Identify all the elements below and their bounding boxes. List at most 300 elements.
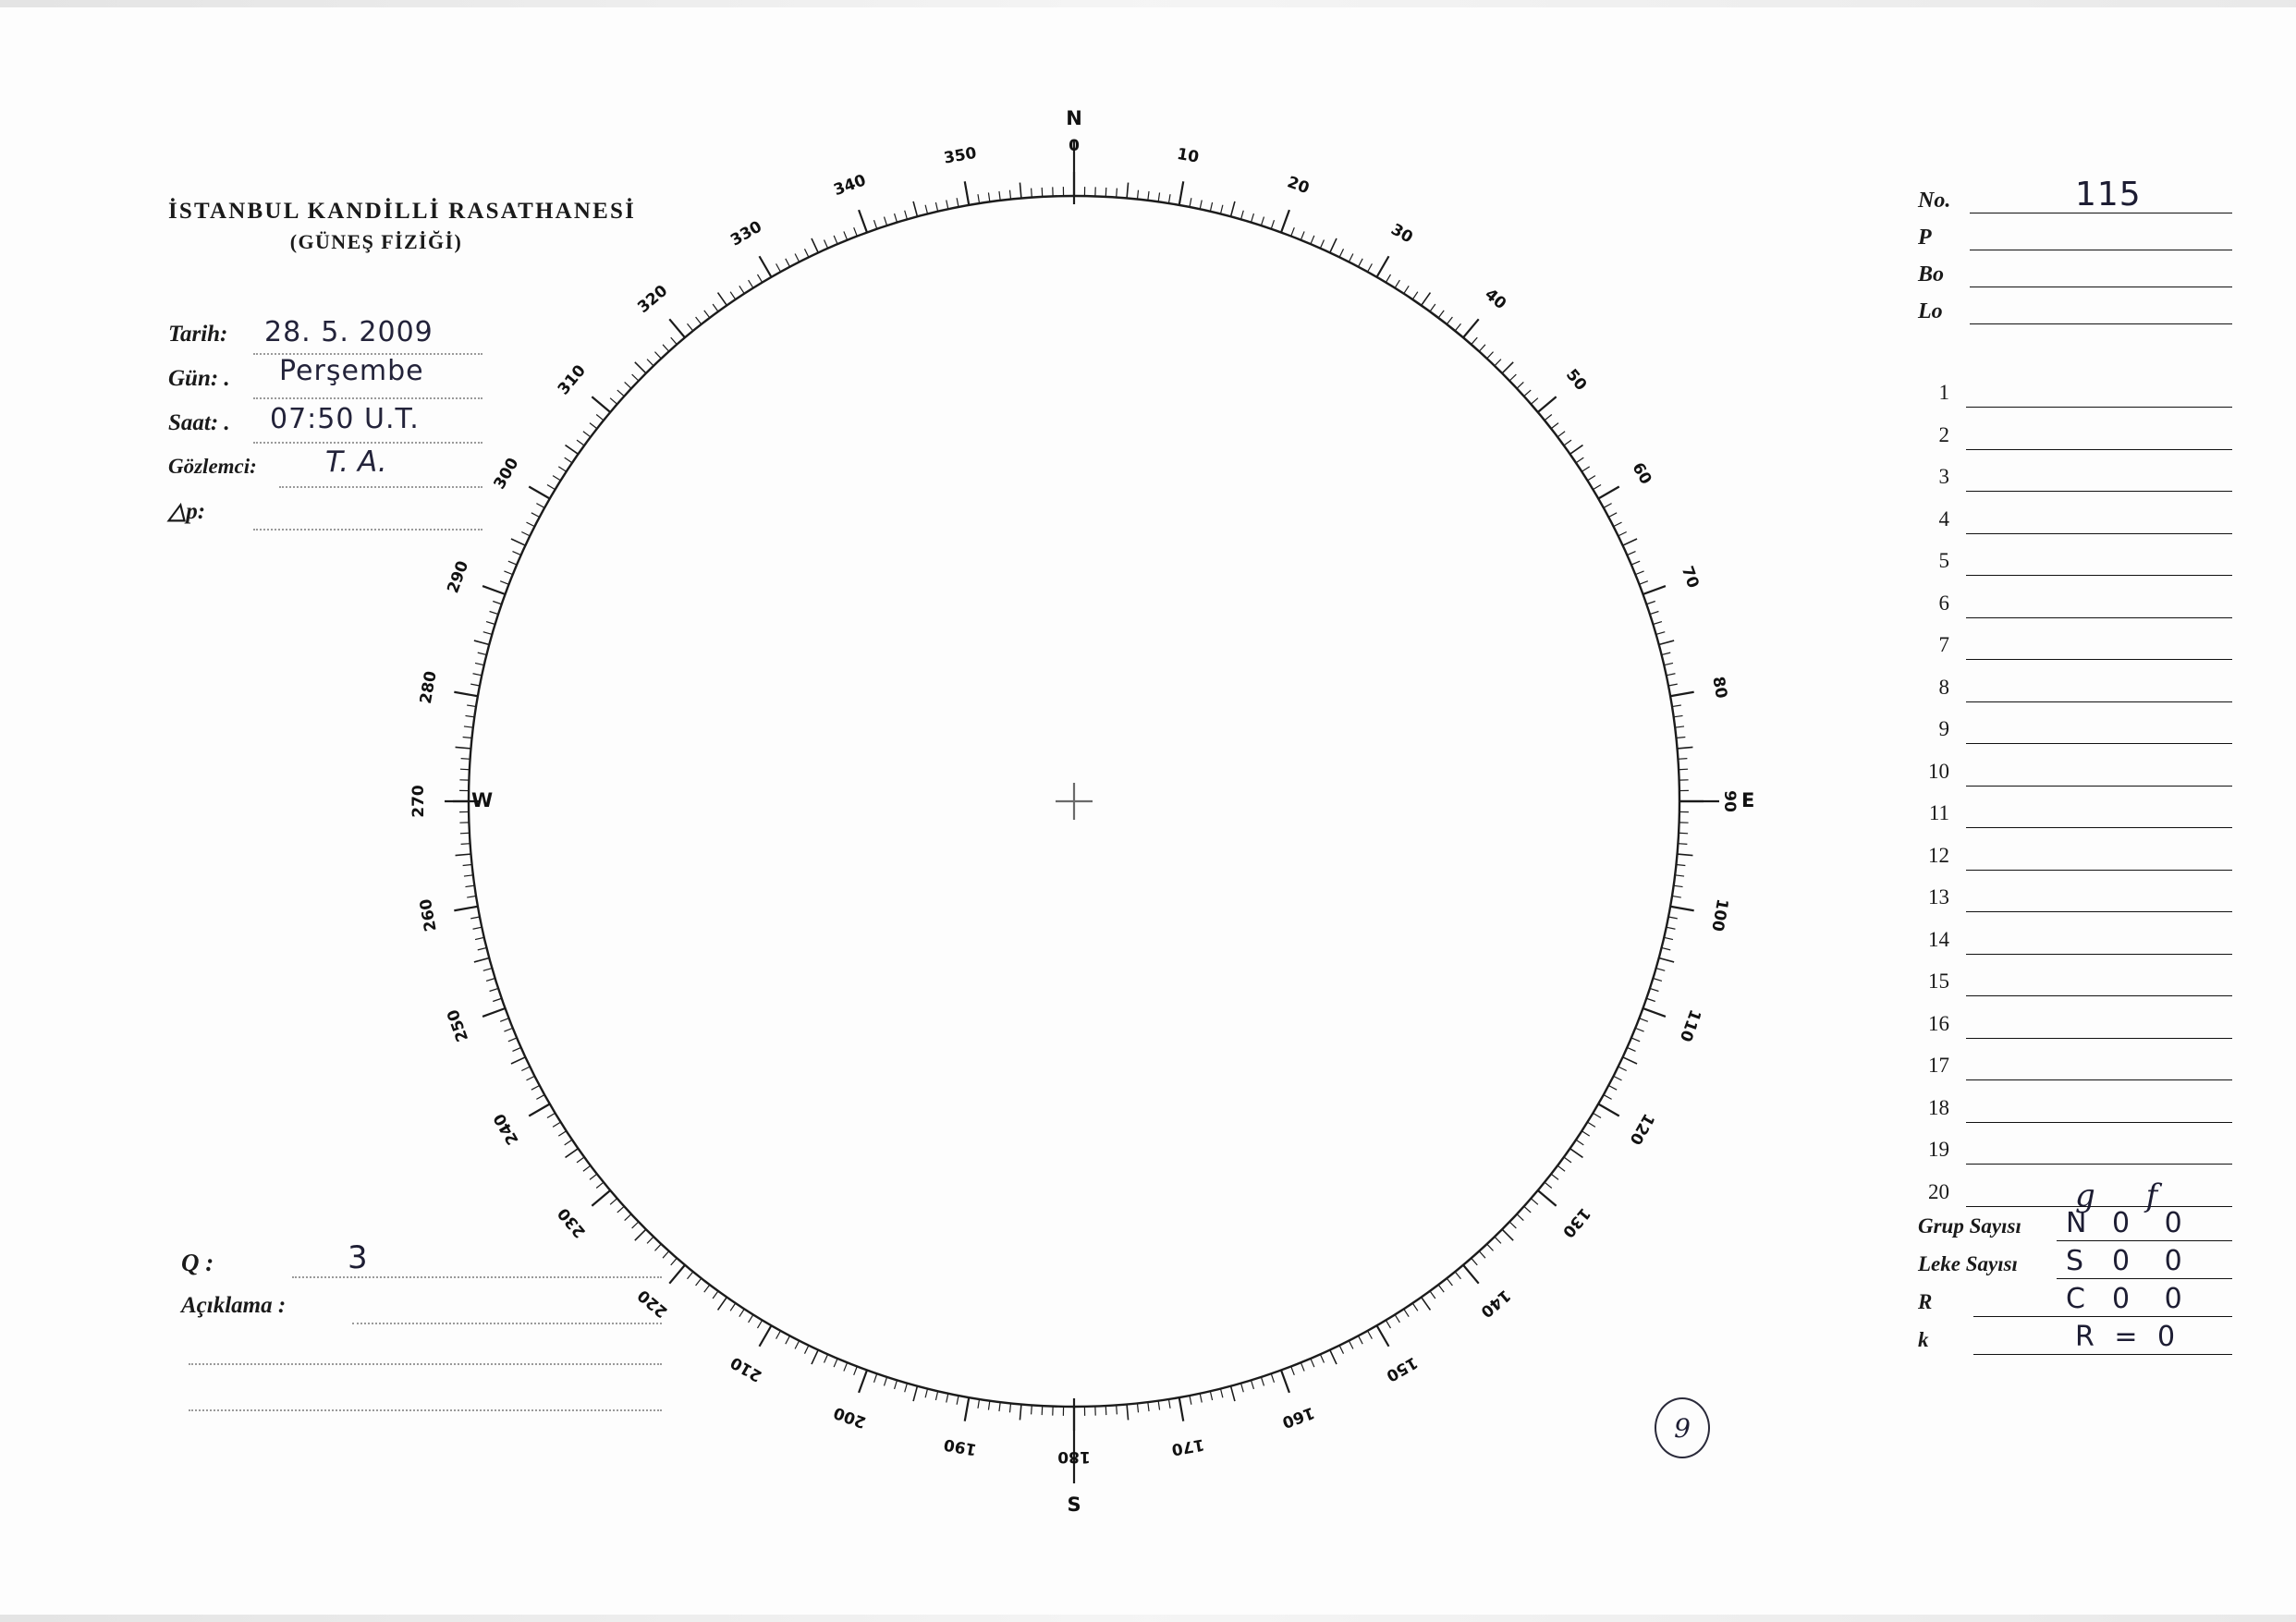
row-k <box>1918 1321 2232 1362</box>
limb-tick <box>1368 263 1373 272</box>
time-value[interactable]: 07:50 U.T. <box>270 403 420 435</box>
limb-degree-label: 180 <box>1057 1447 1091 1466</box>
limb-tick <box>1487 352 1494 359</box>
limb-tick <box>760 256 772 277</box>
limb-tick <box>1231 201 1235 216</box>
limb-tick <box>1042 1406 1043 1415</box>
limb-tick <box>536 504 544 508</box>
limb-tick <box>1659 640 1674 644</box>
limb-tick <box>1252 213 1254 223</box>
identification-block <box>1918 176 2232 333</box>
limb-tick <box>592 1190 610 1206</box>
limb-tick <box>1430 304 1435 311</box>
limb-tick <box>1631 1038 1640 1042</box>
limb-tick <box>596 1182 604 1188</box>
limb-tick <box>795 1341 800 1349</box>
limb-tick <box>1678 759 1687 760</box>
limb-tick <box>1447 317 1452 324</box>
limb-tick <box>583 432 591 437</box>
p-label: P <box>1918 226 1932 250</box>
cardinal-label-s: S <box>1067 1494 1081 1516</box>
spot-row-number: 7 <box>1938 633 1949 656</box>
limb-tick <box>1598 487 1619 499</box>
limb-tick <box>1231 1386 1235 1401</box>
limb-degree-label: 250 <box>444 1006 473 1044</box>
spot-row <box>1918 590 2232 632</box>
cardinal-label-e: E <box>1741 789 1755 811</box>
limb-tick <box>824 239 828 248</box>
limb-tick <box>895 213 898 223</box>
limb-tick <box>1668 684 1678 686</box>
limb-tick <box>663 1251 669 1258</box>
limb-tick <box>812 1350 818 1364</box>
spot-row <box>1918 926 2232 969</box>
limb-tick <box>1608 1086 1617 1091</box>
observer-label: Gözlemci: <box>168 455 257 478</box>
limb-tick <box>1631 561 1640 565</box>
limb-tick <box>486 979 495 982</box>
r-value[interactable]: 0 0 <box>2112 1283 2195 1315</box>
limb-tick <box>474 640 489 644</box>
limb-tick <box>566 1149 579 1158</box>
limb-tick <box>786 259 790 267</box>
limb-tick <box>565 457 572 463</box>
spot-row <box>1918 674 2232 716</box>
limb-tick <box>1479 1251 1485 1258</box>
limb-tick <box>1105 1406 1106 1415</box>
limb-tick <box>1349 253 1353 262</box>
limb-tick <box>1404 1309 1409 1316</box>
limb-tick <box>632 1222 639 1228</box>
spot-row <box>1918 421 2232 464</box>
limb-tick <box>1674 715 1683 716</box>
limb-tick <box>1509 374 1516 381</box>
limb-degree-label: 50 <box>1561 365 1591 395</box>
limb-tick <box>482 586 505 594</box>
limb-tick <box>565 1140 572 1145</box>
limb-tick <box>1531 1199 1538 1205</box>
limb-tick <box>590 1174 597 1179</box>
limb-tick <box>1386 1320 1390 1328</box>
limb-tick <box>1339 1346 1343 1354</box>
limb-tick <box>874 220 877 228</box>
limb-tick <box>758 274 763 283</box>
limb-tick <box>490 612 499 615</box>
limb-tick <box>758 1320 763 1328</box>
limb-tick <box>739 1309 744 1316</box>
spot-row <box>1918 884 2232 926</box>
spot-row <box>1918 1052 2232 1094</box>
limb-tick <box>617 390 624 396</box>
limb-tick <box>500 581 508 585</box>
note-dots <box>352 1323 662 1324</box>
limb-tick <box>730 1303 736 1311</box>
spot-row-entry-line[interactable] <box>1966 911 2232 912</box>
limb-tick <box>795 253 800 262</box>
spot-row-entry-line[interactable] <box>1966 701 2232 702</box>
spot-row-entry-line[interactable] <box>1966 407 2232 408</box>
limb-tick <box>1538 396 1557 412</box>
spot-row-entry-line[interactable] <box>1966 575 2232 576</box>
spot-row <box>1918 758 2232 800</box>
limb-tick <box>526 1076 534 1080</box>
observer-value[interactable]: T. A. <box>325 445 387 479</box>
limb-tick <box>1210 202 1212 212</box>
limb-tick <box>854 227 858 236</box>
spot-row-entry-line[interactable] <box>1966 870 2232 871</box>
spot-count-prefix: S <box>2066 1245 2097 1277</box>
limb-tick <box>1179 181 1184 205</box>
limb-tick <box>482 1008 505 1017</box>
limb-tick <box>1623 1057 1637 1064</box>
limb-tick <box>483 969 493 971</box>
limb-tick <box>859 210 867 232</box>
limb-tick <box>1455 1272 1460 1279</box>
limb-tick <box>1662 947 1671 949</box>
limb-degree-label: 140 <box>1476 1286 1514 1322</box>
limb-tick <box>1674 885 1683 886</box>
limb-tick <box>1281 1371 1289 1393</box>
limb-tick <box>1627 552 1635 555</box>
date-label: Tarih: <box>168 322 228 347</box>
limb-degree-label: 40 <box>1481 285 1510 314</box>
spot-row <box>1918 547 2232 590</box>
limb-tick <box>713 304 718 311</box>
limb-tick <box>596 415 604 421</box>
limb-tick <box>536 1095 544 1100</box>
limb-tick <box>1386 274 1390 283</box>
limb-degree-label: 110 <box>1675 1006 1704 1044</box>
limb-tick <box>1538 1190 1557 1206</box>
limb-tick <box>1395 280 1399 287</box>
limb-tick <box>1422 293 1431 306</box>
limb-degree-label: 80 <box>1708 675 1731 701</box>
limb-tick <box>1502 362 1513 373</box>
limb-tick <box>965 1397 970 1421</box>
page-number-circle: 9 <box>1655 1397 1710 1458</box>
spot-row <box>1918 1010 2232 1053</box>
limb-tick <box>946 201 948 210</box>
spot-row-number: 8 <box>1938 675 1949 699</box>
limb-tick <box>1210 1391 1212 1400</box>
spot-row <box>1918 1094 2232 1137</box>
limb-tick <box>749 1314 753 1322</box>
limb-tick <box>1627 1047 1635 1051</box>
limb-tick <box>1412 292 1418 299</box>
limb-tick <box>663 345 669 351</box>
limb-degree-label: 20 <box>1284 173 1313 199</box>
limb-tick <box>1643 586 1666 594</box>
limb-tick <box>1463 1265 1479 1284</box>
limb-tick <box>577 1157 584 1163</box>
spot-row <box>1918 842 2232 884</box>
limb-tick <box>1127 183 1128 199</box>
limb-tick <box>1576 1140 1583 1145</box>
limb-tick <box>461 759 470 760</box>
limb-tick <box>454 692 478 697</box>
limb-tick <box>776 263 781 272</box>
spot-row-entry-line[interactable] <box>1966 1122 2232 1123</box>
row-p <box>1918 222 2232 259</box>
limb-tick <box>1545 415 1552 421</box>
limb-tick <box>547 485 556 490</box>
limb-tick <box>1650 612 1659 615</box>
limb-tick <box>504 571 512 575</box>
limb-tick <box>1495 1237 1501 1243</box>
limb-tick <box>1190 1396 1191 1405</box>
limb-degree-label: 190 <box>942 1434 979 1459</box>
limb-tick <box>1670 907 1694 911</box>
limb-tick <box>925 1389 927 1398</box>
row-no <box>1918 176 2232 222</box>
limb-tick <box>1653 979 1662 982</box>
note-label: Açıklama : <box>181 1293 287 1318</box>
limb-tick <box>625 1214 631 1221</box>
limb-tick <box>529 1104 550 1116</box>
limb-tick <box>1676 864 1685 865</box>
limb-tick <box>1564 440 1571 445</box>
spot-row-number: 9 <box>1938 717 1949 740</box>
limb-tick <box>925 205 927 214</box>
page-edge-top <box>0 0 2296 7</box>
spot-row-number: 19 <box>1928 1138 1949 1161</box>
k-value[interactable]: R = 0 <box>2075 1321 2181 1353</box>
limb-tick <box>854 1367 858 1375</box>
spot-row-entry-line[interactable] <box>1966 1164 2232 1165</box>
page-edge-bottom <box>0 1615 2296 1622</box>
limb-degree-label: 280 <box>416 669 441 706</box>
limb-tick <box>1668 917 1678 919</box>
limb-degree-label: 350 <box>942 143 979 168</box>
limb-tick <box>1320 1354 1324 1362</box>
spot-row <box>1918 715 2232 758</box>
r-line <box>1973 1316 2232 1317</box>
spot-row-entry-line[interactable] <box>1966 827 2232 828</box>
limb-tick <box>1570 445 1583 455</box>
limb-tick <box>760 1325 772 1347</box>
limb-tick <box>1662 652 1671 654</box>
spot-row-number: 5 <box>1938 549 1949 572</box>
limb-tick <box>1349 1341 1353 1349</box>
spot-row-entry-line[interactable] <box>1966 533 2232 534</box>
limb-tick <box>529 487 550 499</box>
limb-tick <box>1455 323 1460 331</box>
limb-tick <box>1148 1402 1149 1411</box>
spot-row <box>1918 968 2232 1010</box>
limb-tick <box>1463 319 1479 337</box>
limb-tick <box>786 1335 790 1344</box>
limb-tick <box>1137 1403 1138 1412</box>
limb-tick <box>654 352 661 359</box>
limb-tick <box>531 1086 540 1091</box>
limb-tick <box>454 907 478 911</box>
limb-tick <box>671 337 678 345</box>
limb-tick <box>1330 1350 1337 1364</box>
limb-tick <box>508 1038 517 1042</box>
limb-tick <box>696 317 702 324</box>
spot-row-entry-line[interactable] <box>1966 1038 2232 1039</box>
no-value[interactable]: 115 <box>2075 176 2142 213</box>
limb-tick <box>718 293 727 306</box>
r-prefix: C <box>2066 1283 2098 1315</box>
limb-tick <box>874 1373 877 1382</box>
limb-tick <box>456 854 471 855</box>
spot-row-number: 4 <box>1938 506 1949 531</box>
limb-tick <box>1531 398 1538 405</box>
limb-tick <box>1664 663 1673 665</box>
limb-tick <box>511 1057 525 1064</box>
limb-tick <box>1646 602 1655 604</box>
limb-tick <box>647 360 653 366</box>
limb-degree-label: 270 <box>409 785 428 818</box>
limb-tick <box>1395 1314 1399 1322</box>
limb-tick <box>475 663 484 665</box>
spot-row-entry-line[interactable] <box>1966 786 2232 787</box>
limb-tick <box>688 323 693 331</box>
disk-center-cross <box>1056 783 1093 820</box>
limb-degree-label: 200 <box>831 1402 869 1432</box>
organization-title: İSTANBUL KANDİLLİ RASATHANESİ <box>168 199 637 224</box>
quality-dots <box>292 1276 662 1278</box>
limb-tick <box>1168 194 1170 203</box>
limb-tick <box>1158 192 1159 201</box>
limb-tick <box>1311 236 1314 244</box>
limb-tick <box>1359 259 1363 267</box>
limb-tick <box>526 522 534 527</box>
limb-tick <box>473 674 482 676</box>
limb-tick <box>566 445 579 455</box>
limb-tick <box>999 1402 1000 1411</box>
limb-tick <box>905 211 908 220</box>
limb-tick <box>946 1394 948 1403</box>
limb-tick <box>895 1380 898 1389</box>
limb-tick <box>1635 571 1643 575</box>
group-count-label: Grup Sayısı <box>1918 1214 2021 1238</box>
limb-degree-label: 150 <box>1383 1352 1421 1385</box>
spot-row-entry-line[interactable] <box>1966 1079 2232 1080</box>
counts-annotation: g f <box>2075 1177 2179 1214</box>
limb-tick <box>610 398 617 405</box>
limb-tick <box>475 937 484 939</box>
spot-row-number: 1 <box>1938 381 1949 404</box>
limb-degree-label: 70 <box>1677 563 1703 591</box>
limb-tick <box>1252 1380 1254 1389</box>
limb-tick <box>1608 513 1617 518</box>
spot-count-value[interactable]: 0 0 <box>2112 1245 2195 1277</box>
date-value[interactable]: 28. 5. 2009 <box>264 316 434 348</box>
limb-tick <box>467 705 476 707</box>
limb-tick <box>859 1371 867 1393</box>
limb-tick <box>463 864 472 865</box>
limb-tick <box>1339 249 1343 257</box>
limb-tick <box>461 844 470 845</box>
limb-tick <box>1271 1373 1274 1382</box>
limb-tick <box>583 1165 591 1171</box>
spot-row-number: 6 <box>1938 591 1949 615</box>
spot-row-number: 2 <box>1938 422 1949 446</box>
limb-tick <box>844 231 848 239</box>
limb-tick <box>1656 632 1666 635</box>
limb-degree-label: 10 <box>1175 144 1201 167</box>
limb-tick <box>547 1113 556 1117</box>
limb-tick <box>478 947 487 949</box>
limb-tick <box>460 769 470 770</box>
limb-tick <box>464 726 473 727</box>
limb-degree-label: 210 <box>727 1352 765 1385</box>
limb-tick <box>553 1122 560 1127</box>
limb-degree-label: 310 <box>554 361 590 399</box>
group-count-value[interactable]: 0 0 <box>2112 1207 2195 1239</box>
limb-degree-label: 90 <box>1720 790 1739 812</box>
limb-tick <box>521 1067 530 1070</box>
limb-degree-label: 340 <box>831 171 869 201</box>
limb-tick <box>1009 190 1010 200</box>
limb-tick <box>1678 747 1693 748</box>
limb-tick <box>1679 769 1688 770</box>
limb-tick <box>935 202 937 212</box>
limb-tick <box>1009 1403 1010 1412</box>
limb-tick <box>1593 1113 1601 1117</box>
limb-tick <box>913 1386 917 1401</box>
limb-tick <box>1551 423 1558 429</box>
limb-tick <box>632 374 639 381</box>
limb-tick <box>730 292 736 299</box>
limb-tick <box>1672 705 1681 707</box>
spot-row-entry-line[interactable] <box>1966 449 2232 450</box>
limb-tick <box>1291 1367 1295 1375</box>
limb-tick <box>834 236 837 244</box>
limb-tick <box>464 875 473 876</box>
limb-tick <box>749 280 753 287</box>
limb-tick <box>1438 1285 1444 1292</box>
spot-row-entry-line[interactable] <box>1966 954 2232 955</box>
limb-tick <box>465 715 474 716</box>
limb-tick <box>1679 833 1688 834</box>
limb-tick <box>493 602 501 604</box>
limb-tick <box>1487 1244 1494 1250</box>
spot-row-entry-line[interactable] <box>1966 995 2232 996</box>
limb-degree-label: 300 <box>490 455 523 493</box>
spot-row-entry-line[interactable] <box>1966 617 2232 618</box>
limb-tick <box>1301 231 1304 239</box>
limb-tick <box>1261 1377 1264 1386</box>
department-title: (GÜNEŞ FİZİĞİ) <box>289 230 463 253</box>
lo-label: Lo <box>1918 299 1943 323</box>
limb-tick <box>1200 201 1202 210</box>
limb-tick <box>1664 937 1673 939</box>
limb-tick <box>1517 382 1523 388</box>
limb-tick <box>1604 1095 1612 1100</box>
limb-tick <box>1330 238 1337 252</box>
limb-tick <box>1042 188 1043 197</box>
limb-tick <box>1220 205 1222 214</box>
limb-tick <box>1105 188 1106 197</box>
day-value[interactable]: Perşembe <box>279 355 424 387</box>
limb-tick <box>508 561 517 565</box>
spot-row-number: 15 <box>1928 970 1949 993</box>
spot-row-entry-line[interactable] <box>1966 659 2232 660</box>
spot-row-entry-line[interactable] <box>1966 491 2232 492</box>
limb-tick <box>465 885 474 886</box>
limb-tick <box>1301 1362 1304 1371</box>
spot-row-number: 3 <box>1938 465 1949 488</box>
limb-tick <box>1656 969 1666 971</box>
limb-tick <box>978 194 980 203</box>
limb-tick <box>470 917 480 919</box>
spot-row-number: 17 <box>1928 1054 1949 1077</box>
spot-row-entry-line[interactable] <box>1966 743 2232 744</box>
quality-value[interactable]: 3 <box>348 1239 368 1276</box>
